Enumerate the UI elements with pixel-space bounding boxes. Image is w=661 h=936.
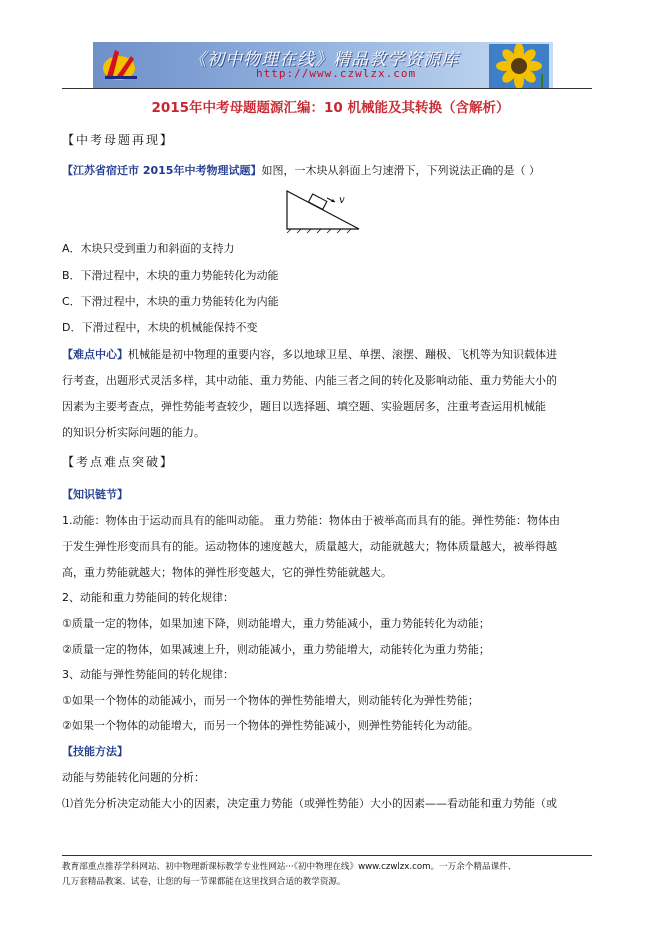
knowledge-line-9: ②如果一个物体的动能增大，而另一个物体的弹性势能减小，则弹性势能转化为动能。 <box>62 719 479 732</box>
option-a: A．木块只受到重力和斜面的支持力 <box>62 242 235 255</box>
option-c: C．下滑过程中，木块的重力势能转化为内能 <box>62 295 279 308</box>
difficulty-tag: 【难点中心】 <box>62 348 128 361</box>
document-title: 2015年中考母题题源汇编：10 机械能及其转换（含解析） <box>151 100 510 116</box>
skills-tag: 【技能方法】 <box>62 745 128 758</box>
banner-title: 《初中物理在线》精品教学资源库 <box>189 50 459 70</box>
question-stem <box>62 164 540 178</box>
section-heading-key-points: 【考点难点突破】 <box>62 455 175 469</box>
velocity-label: v <box>339 195 345 206</box>
question-source: 【江苏省宿迁市 2015年中考物理试题】 <box>62 164 262 177</box>
option-d: D．下滑过程中，木块的机械能保持不变 <box>62 321 258 334</box>
site-logo-icon <box>101 46 141 84</box>
skills-line-2: ⑴首先分析决定动能大小的因素，决定重力势能（或弹性势能）大小的因素——看动能和重力势能（或 <box>62 797 557 810</box>
incline-figure <box>283 187 363 233</box>
knowledge-line-4: 2、动能和重力势能间的转化规律： <box>62 591 234 604</box>
option-b: B．下滑过程中，木块的重力势能转化为动能 <box>62 269 279 282</box>
knowledge-line-3: 高，重力势能就越大；物体的弹性形变越大，它的弹性势能就越大。 <box>62 566 392 579</box>
knowledge-line-7: 3、动能与弹性势能间的转化规律： <box>62 668 234 681</box>
difficulty-line-3: 因素为主要考查点，弹性势能考查较少，题目以选择题、填空题、实验题居多，注重考查运用机械能 <box>62 400 546 413</box>
footer-line-1: 教育部重点推荐学科网站、初中物理新课标教学专业性网站···《初中物理在线》www.czwlzx.com。一万余个精品课件、 <box>62 862 517 872</box>
difficulty-line-1: 【难点中心】机械能是初中物理的重要内容，多以地球卫星、单摆、滚摆、蹦极、飞机等为知识载体进 <box>62 348 557 361</box>
knowledge-tag: 【知识链节】 <box>62 488 128 501</box>
knowledge-line-5: ①质量一定的物体，如果加速下降，则动能增大，重力势能减小，重力势能转化为动能； <box>62 617 490 630</box>
difficulty-line-4: 的知识分析实际问题的能力。 <box>62 426 205 439</box>
knowledge-line-6: ②质量一定的物体，如果减速上升，则动能减小，重力势能增大，动能转化为重力势能； <box>62 643 490 656</box>
footer-rule <box>62 855 592 856</box>
section-heading-exam-questions: 【中考母题再现】 <box>62 133 175 147</box>
knowledge-line-8: ①如果一个物体的动能减小，而另一个物体的弹性势能增大，则动能转化为弹性势能； <box>62 694 479 707</box>
sunflower-icon <box>489 44 549 88</box>
question-text: 如图，一木块从斜面上匀速滑下，下列说法正确的是（ ） <box>261 164 540 177</box>
header-rule <box>62 88 592 89</box>
banner-url[interactable]: http://www.czwlzx.com <box>256 67 417 80</box>
header-banner <box>93 42 553 88</box>
footer-line-2: 几万套精品教案、试卷，让您的每一节课都能在这里找到合适的教学资源。 <box>62 877 346 887</box>
knowledge-line-2: 于发生弹性形变而具有的能。运动物体的速度越大，质量越大，动能就越大；物体质量越大，被举得越 <box>62 540 557 553</box>
difficulty-line-2: 行考查，出题形式灵活多样，其中动能、重力势能、内能三者之间的转化及影响动能、重力势能大小的 <box>62 374 557 387</box>
knowledge-line-1: 1.动能：物体由于运动而具有的能叫动能。 重力势能：物体由于被举高而具有的能。弹性势能：物体由 <box>62 514 560 527</box>
skills-line-1: 动能与势能转化问题的分析： <box>62 771 205 784</box>
